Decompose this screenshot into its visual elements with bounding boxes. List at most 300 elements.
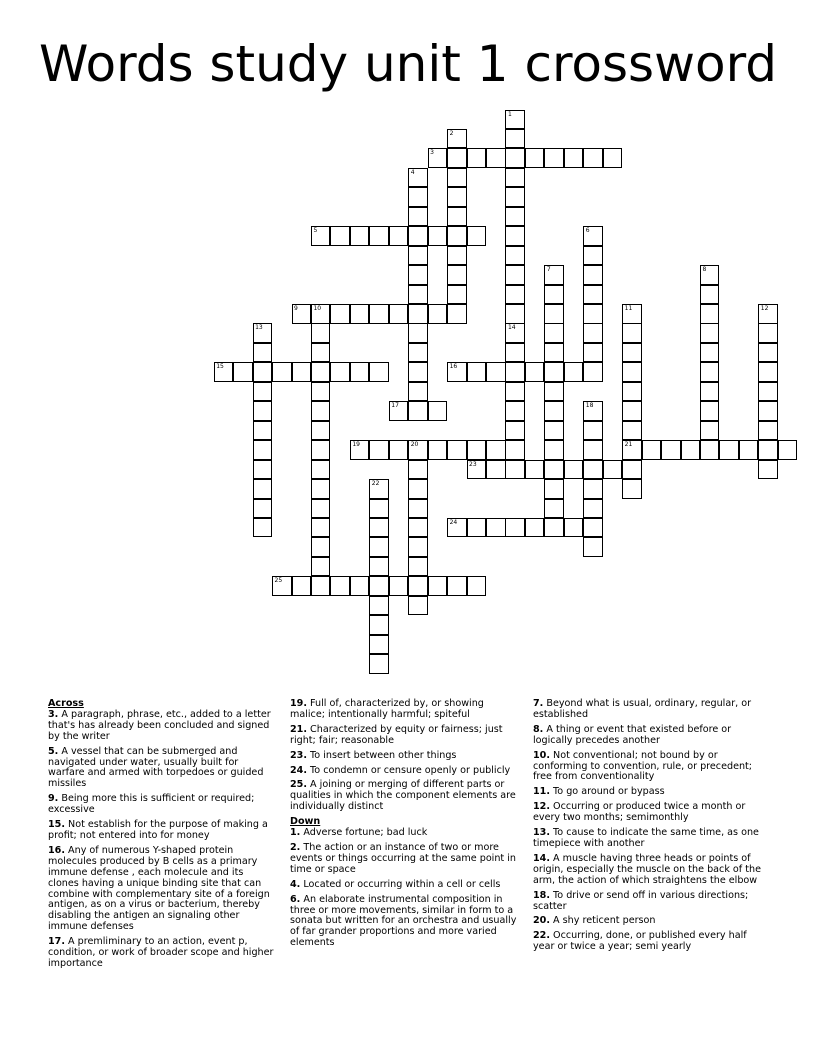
grid-cell: [544, 323, 564, 343]
grid-cell: [369, 440, 389, 460]
grid-cell: [467, 362, 487, 382]
grid-cell: [583, 479, 603, 499]
grid-cell: [505, 129, 525, 149]
grid-cell: [311, 518, 331, 538]
clue-item-text: To cause to indicate the same time, as one timepiece with another: [533, 827, 759, 849]
grid-cell: [389, 440, 409, 460]
grid-cell: [350, 576, 370, 596]
grid-cell: [408, 557, 428, 577]
grid-cell: [505, 518, 525, 538]
clue-item-text: Any of numerous Y-shaped protein molecules produced by B cells as a primary immune defense , each molecule and its clones having a unique binding site that can combine with complementary site of a foreign antigen, as on a virus or bacterium, thereby disabling the antigen an signaling other immune defenses: [48, 844, 270, 933]
clue-item-number: 6.: [290, 893, 301, 905]
grid-cell: [583, 401, 603, 421]
grid-cell: [253, 421, 273, 441]
grid-cell: [583, 265, 603, 285]
clue-item: [48, 794, 276, 816]
grid-cell: [622, 440, 642, 460]
grid-cell: [369, 615, 389, 635]
grid-cell: [544, 401, 564, 421]
grid-cell: [603, 148, 623, 168]
grid-cell: [700, 362, 720, 382]
grid-cell: [253, 499, 273, 519]
grid-cell: [583, 304, 603, 324]
clue-item-text: Not conventional; not bound by or conforming to convention, rule, or precedent; free from conventionality: [533, 749, 753, 783]
grid-cell: [292, 362, 312, 382]
clue-item-number: 14.: [533, 852, 550, 864]
clue-item-number: 4.: [290, 878, 301, 890]
clue-item: [290, 843, 518, 876]
grid-cell: [758, 362, 778, 382]
grid-cell: [505, 110, 525, 130]
grid-cell: [583, 226, 603, 246]
grid-cell: [544, 148, 564, 168]
grid-cell: [311, 440, 331, 460]
grid-cell: [486, 440, 506, 460]
grid-cell: [758, 440, 778, 460]
clue-item: [533, 751, 765, 784]
grid-cell: [369, 635, 389, 655]
grid-cell: [408, 304, 428, 324]
grid-cell: [253, 343, 273, 363]
grid-cell: [544, 265, 564, 285]
grid-cell: [505, 421, 525, 441]
grid-cell: [369, 654, 389, 674]
grid-cell: [564, 460, 584, 480]
clue-number: 25: [274, 577, 283, 585]
grid-cell: [408, 401, 428, 421]
clue-item-number: 1.: [290, 827, 301, 839]
grid-cell: [428, 401, 448, 421]
grid-cell: [428, 226, 448, 246]
grid-cell: [544, 460, 564, 480]
grid-cell: [253, 479, 273, 499]
grid-cell: [408, 246, 428, 266]
grid-cell: [622, 343, 642, 363]
grid-cell: [253, 323, 273, 343]
grid-cell: [505, 401, 525, 421]
down-heading: Down: [290, 816, 321, 828]
grid-cell: [253, 401, 273, 421]
grid-cell: [583, 285, 603, 305]
grid-cell: [389, 401, 409, 421]
grid-cell: [272, 362, 292, 382]
grid-cell: [505, 285, 525, 305]
clue-item: [48, 937, 276, 970]
clue-item-text: To condemn or censure openly or publicly: [307, 764, 511, 776]
clue-number: 2: [449, 129, 454, 137]
grid-cell: [583, 421, 603, 441]
grid-cell: [505, 226, 525, 246]
clue-number: 17: [391, 402, 399, 410]
clue-item-number: 21.: [290, 723, 307, 735]
clue-item-text: Beyond what is usual, ordinary, regular, or established: [533, 698, 752, 720]
grid-cell: [369, 479, 389, 499]
grid-cell: [447, 576, 467, 596]
grid-cell: [408, 226, 428, 246]
grid-cell: [622, 401, 642, 421]
grid-cell: [583, 323, 603, 343]
clue-item-number: 19.: [290, 698, 307, 709]
clue-number: 13: [255, 324, 263, 332]
clue-number: 1: [507, 110, 512, 118]
grid-cell: [408, 576, 428, 596]
grid-cell: [505, 168, 525, 188]
grid-cell: [564, 362, 584, 382]
grid-cell: [544, 343, 564, 363]
grid-cell: [311, 343, 331, 363]
clue-item-text: Located or occurring within a cell or cells: [300, 878, 501, 890]
clue-item-number: 23.: [290, 749, 307, 761]
grid-cell: [214, 362, 234, 382]
grid-cell: [583, 440, 603, 460]
grid-cell: [311, 479, 331, 499]
grid-cell: [700, 304, 720, 324]
grid-cell: [350, 440, 370, 460]
grid-cell: [311, 499, 331, 519]
clue-item: [533, 828, 765, 850]
clue-number: 23: [469, 460, 477, 468]
grid-cell: [467, 226, 487, 246]
grid-cell: [350, 226, 370, 246]
grid-cell: [292, 304, 312, 324]
grid-cell: [758, 382, 778, 402]
grid-cell: [408, 537, 428, 557]
grid-cell: [622, 479, 642, 499]
grid-cell: [700, 285, 720, 305]
grid-cell: [681, 440, 701, 460]
clue-item-text: Occurring or produced twice a month or every two months; semimonthly: [533, 801, 746, 824]
grid-cell: [292, 576, 312, 596]
grid-cell: [253, 518, 273, 538]
grid-cell: [408, 499, 428, 519]
grid-cell: [700, 343, 720, 363]
clue-item-number: 18.: [533, 889, 550, 901]
grid-cell: [544, 304, 564, 324]
clue-item: [533, 699, 765, 721]
grid-cell: [544, 362, 564, 382]
grid-cell: [428, 304, 448, 324]
clue-item-number: 10.: [533, 749, 550, 761]
grid-cell: [350, 304, 370, 324]
grid-cell: [330, 226, 350, 246]
grid-cell: [758, 343, 778, 363]
grid-cell: [642, 440, 662, 460]
grid-cell: [369, 226, 389, 246]
grid-cell: [544, 499, 564, 519]
clue-item: [48, 820, 276, 842]
clue-item: [533, 725, 765, 747]
grid-cell: [428, 148, 448, 168]
clue-item-text: A joining or merging of different parts or qualities in which the component elements are individually distinct: [290, 779, 516, 813]
grid-cell: [408, 362, 428, 382]
clue-item-text: A thing or event that existed before or logically precedes another: [533, 723, 732, 746]
grid-cell: [525, 518, 545, 538]
clue-item-text: A shy reticent person: [550, 915, 656, 927]
grid-cell: [622, 304, 642, 324]
grid-cell: [505, 265, 525, 285]
grid-cell: [505, 440, 525, 460]
grid-cell: [700, 421, 720, 441]
grid-cell: [544, 421, 564, 441]
grid-cell: [505, 362, 525, 382]
clue-number: 22: [371, 480, 380, 488]
grid-cell: [583, 537, 603, 557]
grid-cell: [311, 304, 331, 324]
clues-column-2: [290, 699, 518, 953]
clue-number: 12: [760, 305, 769, 312]
grid-cell: [700, 440, 720, 460]
across-heading: Across: [48, 698, 84, 709]
clue-number: 21: [624, 441, 633, 449]
grid-cell: [233, 362, 253, 382]
clue-item-text: To insert between other things: [307, 749, 457, 761]
grid-cell: [447, 148, 467, 168]
grid-cell: [408, 343, 428, 363]
clue-item-number: 17.: [48, 936, 65, 948]
grid-cell: [505, 343, 525, 363]
grid-cell: [311, 323, 331, 343]
grid-cell: [583, 148, 603, 168]
clue-item-number: 5.: [48, 745, 59, 757]
grid-cell: [758, 460, 778, 480]
clue-item-number: 8.: [533, 723, 544, 735]
clue-number: 20: [410, 441, 419, 449]
grid-cell: [408, 460, 428, 480]
clue-item: [290, 895, 518, 950]
grid-cell: [505, 323, 525, 343]
grid-cell: [505, 148, 525, 168]
grid-cell: [505, 187, 525, 207]
clue-item-number: 20.: [533, 915, 550, 927]
grid-cell: [408, 382, 428, 402]
grid-cell: [311, 226, 331, 246]
grid-cell: [389, 576, 409, 596]
grid-cell: [253, 362, 273, 382]
grid-cell: [408, 168, 428, 188]
grid-cell: [758, 421, 778, 441]
clue-number: 15: [216, 363, 224, 371]
clue-item-number: 13.: [533, 827, 550, 839]
clue-item: [290, 766, 518, 777]
grid-cell: [525, 148, 545, 168]
grid-cell: [311, 557, 331, 577]
clue-item-number: 25.: [290, 779, 307, 791]
grid-cell: [505, 460, 525, 480]
grid-cell: [467, 460, 487, 480]
clue-number: 3: [430, 149, 434, 157]
clue-item-text: Occurring, done, or published every half year or twice a year; semi yearly: [533, 930, 747, 953]
grid-cell: [467, 440, 487, 460]
grid-cell: [369, 557, 389, 577]
grid-cell: [661, 440, 681, 460]
clue-item-number: 3.: [48, 708, 59, 720]
clue-item-text: To drive or send off in various directions; scatter: [533, 889, 749, 912]
clue-item: [290, 725, 518, 747]
clue-item-text: To go around or bypass: [550, 786, 665, 798]
grid-cell: [408, 479, 428, 499]
grid-cell: [311, 401, 331, 421]
grid-cell: [408, 187, 428, 207]
grid-cell: [486, 362, 506, 382]
grid-cell: [778, 440, 798, 460]
grid-cell: [700, 401, 720, 421]
clue-item: [290, 880, 518, 891]
grid-cell: [505, 207, 525, 227]
grid-cell: [739, 440, 759, 460]
grid-cell: [583, 362, 603, 382]
clue-number: 11: [624, 305, 633, 312]
grid-cell: [505, 246, 525, 266]
clue-item: [48, 710, 276, 743]
clue-item: [290, 751, 518, 762]
clue-item: [290, 699, 518, 721]
grid-cell: [253, 440, 273, 460]
clue-item-text: Characterized by equity or fairness; just right; fair; reasonable: [290, 723, 503, 746]
grid-cell: [525, 460, 545, 480]
grid-cell: [525, 362, 545, 382]
grid-cell: [447, 362, 467, 382]
clue-number: 9: [294, 305, 298, 312]
grid-cell: [467, 576, 487, 596]
clue-number: 6: [585, 227, 590, 235]
clue-item: [533, 916, 765, 927]
grid-cell: [369, 576, 389, 596]
grid-cell: [700, 323, 720, 343]
clue-item-text: A premliminary to an action, event p, condition, or work of broader scope and higher importance: [48, 936, 274, 969]
grid-cell: [408, 323, 428, 343]
clue-item: [48, 846, 276, 933]
clue-item-text: Full of, characterized by, or showing malice; intentionally harmful; spiteful: [290, 698, 484, 720]
grid-cell: [505, 382, 525, 402]
grid-cell: [583, 518, 603, 538]
clue-number: 19: [352, 441, 360, 449]
clue-item: [290, 780, 518, 813]
grid-cell: [603, 460, 623, 480]
clue-item-text: Adverse fortune; bad luck: [300, 827, 428, 839]
grid-cell: [544, 518, 564, 538]
grid-cell: [253, 460, 273, 480]
grid-cell: [369, 362, 389, 382]
clue-item-text: A paragraph, phrase, etc., added to a letter that's has already been concluded and signed by the writer: [48, 708, 271, 742]
grid-cell: [447, 440, 467, 460]
clues-column-1: [48, 699, 276, 974]
grid-cell: [447, 226, 467, 246]
grid-cell: [700, 382, 720, 402]
grid-cell: [583, 246, 603, 266]
clue-item-number: 2.: [290, 841, 301, 853]
clue-item: [533, 787, 765, 798]
clue-item-text: An elaborate instrumental composition in three or more movements, similar in form to a sonata but written for an orchestra and usually of far grander proportions and more varied elements: [290, 893, 517, 949]
grid-cell: [564, 518, 584, 538]
grid-cell: [408, 265, 428, 285]
grid-cell: [544, 285, 564, 305]
clue-number: 14: [507, 324, 516, 332]
clue-item-text: A muscle having three heads or points of origin, especially the muscle on the back of the arm, the action of which straightens the elbow: [533, 852, 761, 886]
clue-number: 7: [546, 266, 551, 274]
grid-cell: [447, 129, 467, 149]
clue-item: [48, 747, 276, 791]
grid-cell: [583, 460, 603, 480]
clue-number: 8: [702, 266, 707, 274]
clue-item-text: The action or an instance of two or more events or things occurring at the same point in time or space: [290, 841, 516, 875]
clue-item-number: 24.: [290, 764, 307, 776]
grid-cell: [311, 576, 331, 596]
grid-cell: [700, 265, 720, 285]
clue-number: 4: [410, 168, 415, 176]
grid-cell: [408, 518, 428, 538]
clue-item-number: 12.: [533, 801, 550, 813]
clue-item-number: 15.: [48, 819, 65, 831]
clue-item-text: Not establish for the purpose of making a profit; not entered into for money: [48, 819, 268, 841]
grid-cell: [486, 518, 506, 538]
clue-item: [533, 802, 765, 824]
grid-cell: [311, 362, 331, 382]
grid-cell: [583, 499, 603, 519]
grid-cell: [428, 576, 448, 596]
clue-item-number: 16.: [48, 844, 65, 856]
grid-cell: [369, 596, 389, 616]
grid-cell: [408, 440, 428, 460]
grid-cell: [447, 518, 467, 538]
grid-cell: [389, 226, 409, 246]
grid-cell: [311, 537, 331, 557]
grid-cell: [447, 207, 467, 227]
grid-cell: [758, 401, 778, 421]
clue-number: 18: [585, 402, 594, 410]
grid-cell: [369, 537, 389, 557]
grid-cell: [544, 440, 564, 460]
grid-cell: [544, 479, 564, 499]
grid-cell: [369, 304, 389, 324]
grid-cell: [447, 187, 467, 207]
grid-cell: [467, 148, 487, 168]
page-title: Words study unit 1 crossword: [38, 35, 778, 93]
grid-cell: [622, 323, 642, 343]
grid-cell: [408, 596, 428, 616]
clue-item-number: 7.: [533, 698, 544, 709]
grid-cell: [311, 382, 331, 402]
grid-cell: [564, 148, 584, 168]
grid-cell: [428, 440, 448, 460]
grid-cell: [447, 168, 467, 188]
clues-column-3: [533, 699, 765, 957]
clue-number: 10: [313, 305, 322, 312]
grid-cell: [311, 460, 331, 480]
grid-cell: [622, 362, 642, 382]
clue-item: [290, 828, 518, 839]
grid-cell: [447, 304, 467, 324]
clue-item-number: 11.: [533, 786, 550, 798]
grid-cell: [505, 304, 525, 324]
grid-cell: [719, 440, 739, 460]
grid-cell: [369, 499, 389, 519]
grid-cell: [253, 382, 273, 402]
grid-cell: [758, 304, 778, 324]
grid-cell: [583, 343, 603, 363]
grid-cell: [622, 382, 642, 402]
grid-cell: [330, 304, 350, 324]
grid-cell: [350, 362, 370, 382]
grid-cell: [447, 246, 467, 266]
grid-cell: [622, 460, 642, 480]
clue-item-text: A vessel that can be submerged and navigated under water, usually built for warfare and armed with torpedoes or guided missiles: [48, 745, 264, 790]
grid-cell: [389, 304, 409, 324]
grid-cell: [544, 382, 564, 402]
grid-cell: [369, 518, 389, 538]
grid-cell: [758, 323, 778, 343]
grid-cell: [486, 460, 506, 480]
grid-cell: [311, 421, 331, 441]
